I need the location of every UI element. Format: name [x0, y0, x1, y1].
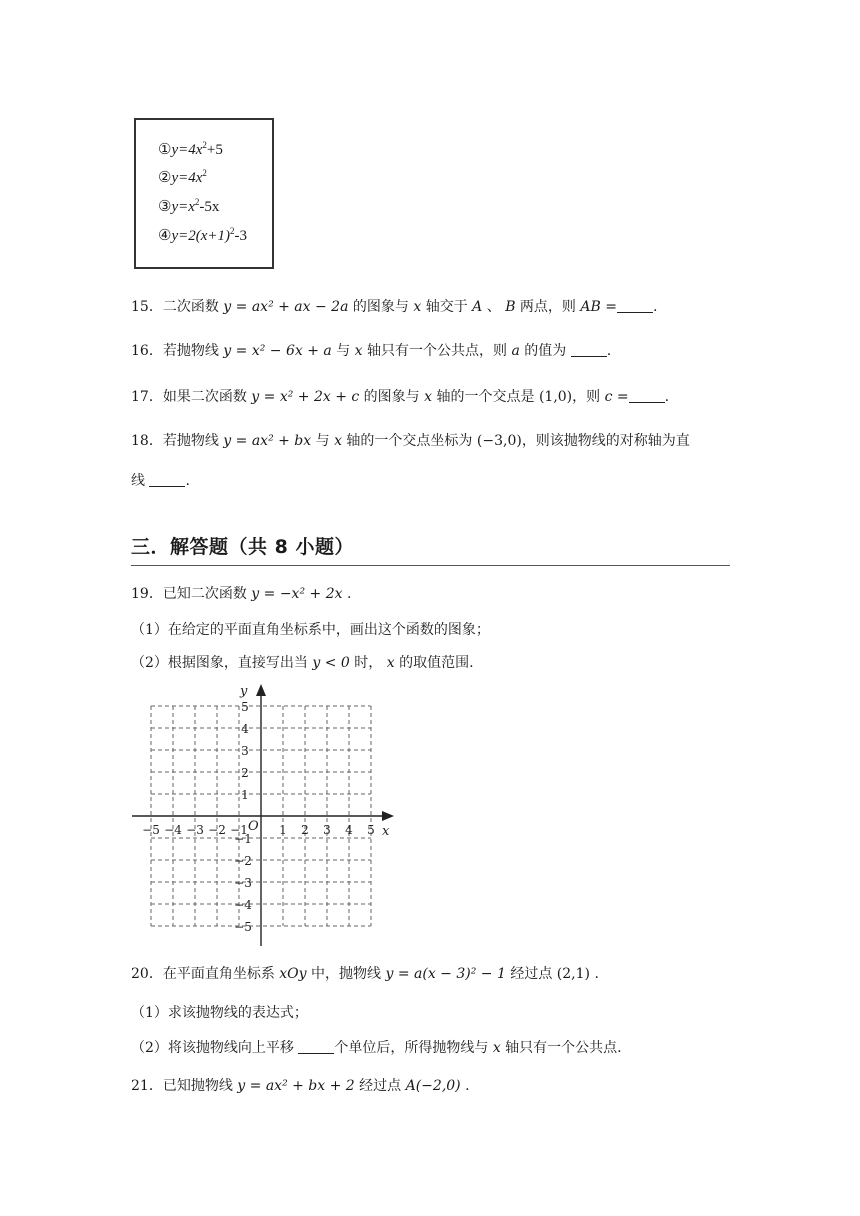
formula-3: $③y=x^2-5x$ [158, 197, 220, 215]
x-tick-label: −3 [186, 823, 204, 837]
coordinate-grid [128, 684, 400, 950]
answer-blank[interactable] [617, 298, 653, 313]
question-19-part1: （1）在给定的平面直角坐标系中，画出这个函数的图象； [131, 622, 490, 638]
x-tick-label: 4 [345, 823, 353, 837]
question-21: 21．已知抛物线 y = ax² + bx + 2 经过点 A(−2,0) . [131, 1078, 470, 1094]
question-17: 17．如果二次函数 y = x² + 2x + c 的图象与 x 轴的一个交点是 (1,0)，则 c = . [131, 389, 670, 405]
y-axis-label: y [240, 684, 248, 699]
section-divider [131, 565, 730, 566]
question-19-part2: （2）根据图象，直接写出当 y < 0 时， x 的取值范围. [131, 655, 474, 671]
question-18: 18．若抛物线 y = ax² + bx 与 x 轴的一个交点坐标为 (−3,0)，则该抛物线的对称轴为直 [131, 433, 690, 449]
question-20-part2: （2）将该抛物线向上平移 个单位后，所得抛物线与 x 轴只有一个公共点. [131, 1040, 622, 1056]
formula-1: $①y=4x^2+5$ [158, 140, 223, 158]
question-15: 15．二次函数 y = ax² + ax − 2a 的图象与 x 轴交于 A 、 B 两点，则 AB = . [131, 299, 658, 315]
x-tick-label: 3 [323, 823, 331, 837]
section-title: 三．解答题（共 8 小题） [131, 536, 354, 558]
y-tick-label: 5 [241, 700, 249, 714]
x-axis-label: x [382, 824, 390, 839]
formula-4: $④y=2(x+1)^2-3$ [158, 226, 248, 244]
question-20-part1: （1）求该抛物线的表达式； [131, 1005, 308, 1021]
formula-2: $②y=4x^2$ [158, 168, 207, 186]
y-tick-label: 1 [241, 788, 249, 802]
answer-blank[interactable] [149, 472, 185, 487]
y-tick-label: −2 [234, 854, 252, 868]
x-tick-label: −2 [208, 823, 226, 837]
x-tick-label: 2 [301, 823, 309, 837]
y-tick-label: −1 [234, 832, 252, 846]
formula-box [134, 118, 274, 269]
x-tick-label: 5 [367, 823, 375, 837]
answer-blank[interactable] [298, 1039, 334, 1054]
origin-label: O [248, 819, 259, 834]
y-axis-arrow-icon [256, 684, 266, 696]
x-tick-label: 1 [279, 823, 287, 837]
question-18-line2: 线 . [131, 473, 190, 489]
x-tick-label: −5 [142, 823, 160, 837]
answer-blank[interactable] [571, 342, 607, 357]
answer-blank[interactable] [629, 388, 665, 403]
x-tick-label: −4 [164, 823, 182, 837]
question-20: 20．在平面直角坐标系 xOy 中，抛物线 y = a(x − 3)² − 1 经过点 (2,1) . [131, 966, 599, 982]
x-axis-arrow-icon [382, 811, 394, 821]
y-tick-label: −4 [234, 898, 252, 912]
question-19: 19．已知二次函数 y = −x² + 2x . [131, 586, 352, 602]
y-tick-label: 2 [241, 766, 249, 780]
y-tick-label: 3 [241, 744, 249, 758]
question-16: 16．若抛物线 y = x² − 6x + a 与 x 轴只有一个公共点，则 a 的值为 . [131, 343, 612, 359]
y-tick-label: −5 [234, 920, 252, 934]
y-tick-label: −3 [234, 876, 252, 890]
x-tick-label: −1 [230, 823, 248, 837]
y-tick-label: 4 [241, 722, 249, 736]
